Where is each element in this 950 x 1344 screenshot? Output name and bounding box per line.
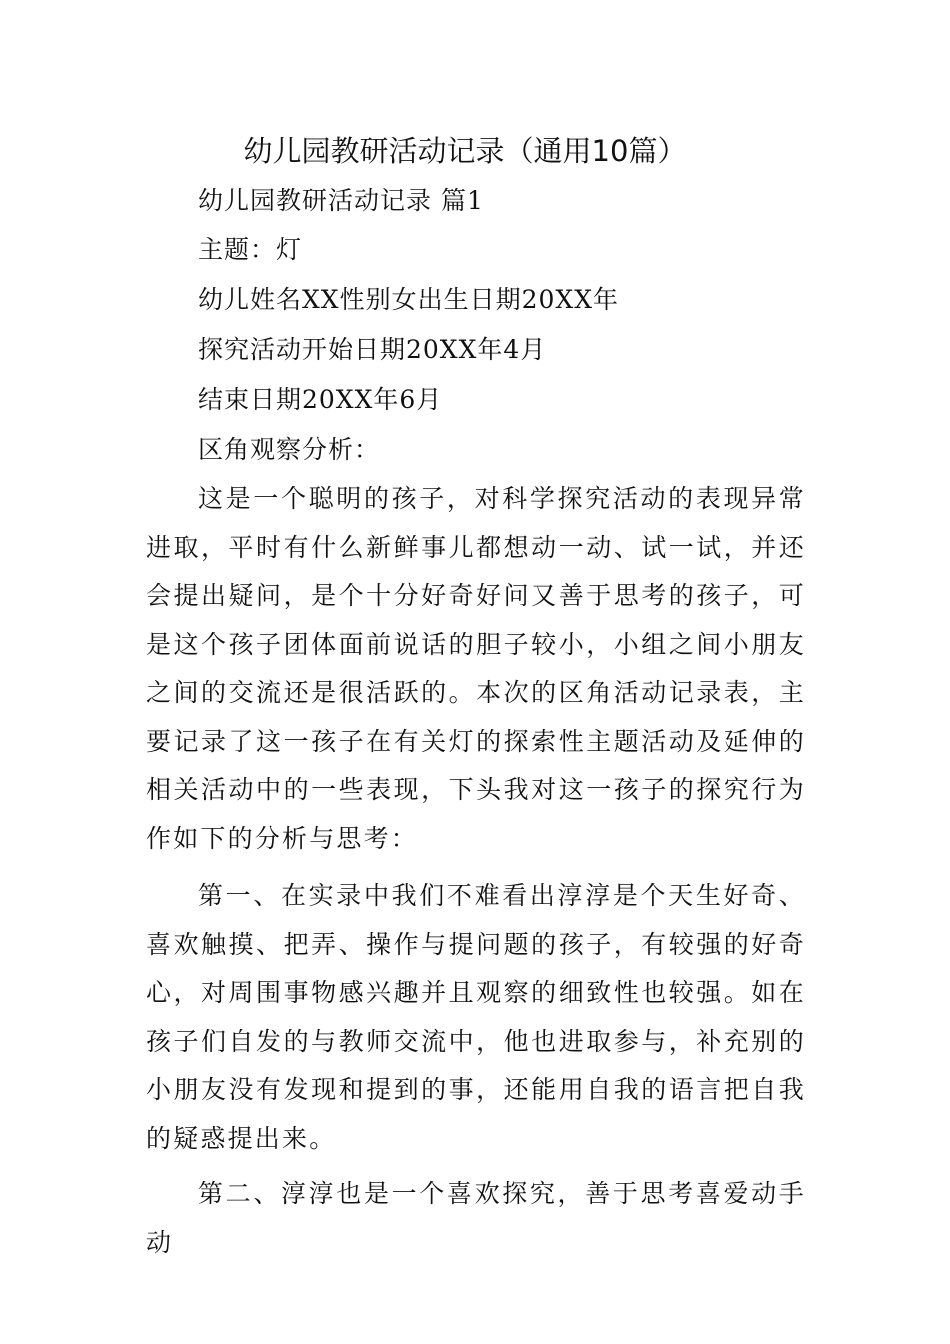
start-date-line: 探究活动开始日期20XX年4月 xyxy=(198,335,547,364)
body-paragraph: 这是一个聪明的孩子，对科学探究活动的表现异常进取，平时有什么新鲜事儿都想动一动、试一试，并还会提出疑问，是个十分好奇好问又善于思考的孩子，可是这个孩子团体面前说话的胆子较小，小组之间小朋友之间的交流还是很活跃的。本次的区角活动记录表，主要记录了这一孩子在有关灯的探索性主题活动及延伸的相关活动中的一些表现，下头我对这一孩子的探究行为作如下的分析与思考： xyxy=(146,484,806,853)
body-paragraph: 第一、在实录中我们不难看出淳淳是个天生好奇、喜欢触摸、把弄、操作与提问题的孩子，有较强的好奇心，对周围事物感兴趣并且观察的细致性也较强。如在孩子们自发的与教师交流中，他也进取参与，补充别的小朋友没有发现和提到的事，还能用自我的语言把自我的疑惑提出来。 xyxy=(146,881,806,1153)
body-paragraph: 第二、淳淳也是一个喜欢探究，善于思考喜爱动手动 xyxy=(146,1179,806,1257)
child-info-line: 幼儿姓名XX性别女出生日期20XX年 xyxy=(198,285,620,314)
section-heading: 幼儿园教研活动记录 篇1 xyxy=(198,186,484,215)
analysis-heading: 区角观察分析： xyxy=(198,435,381,464)
document-title: 幼儿园教研活动记录（通用10篇） xyxy=(243,134,687,168)
theme-line: 主题：灯 xyxy=(198,235,303,264)
end-date-line: 结束日期20XX年6月 xyxy=(198,385,443,414)
